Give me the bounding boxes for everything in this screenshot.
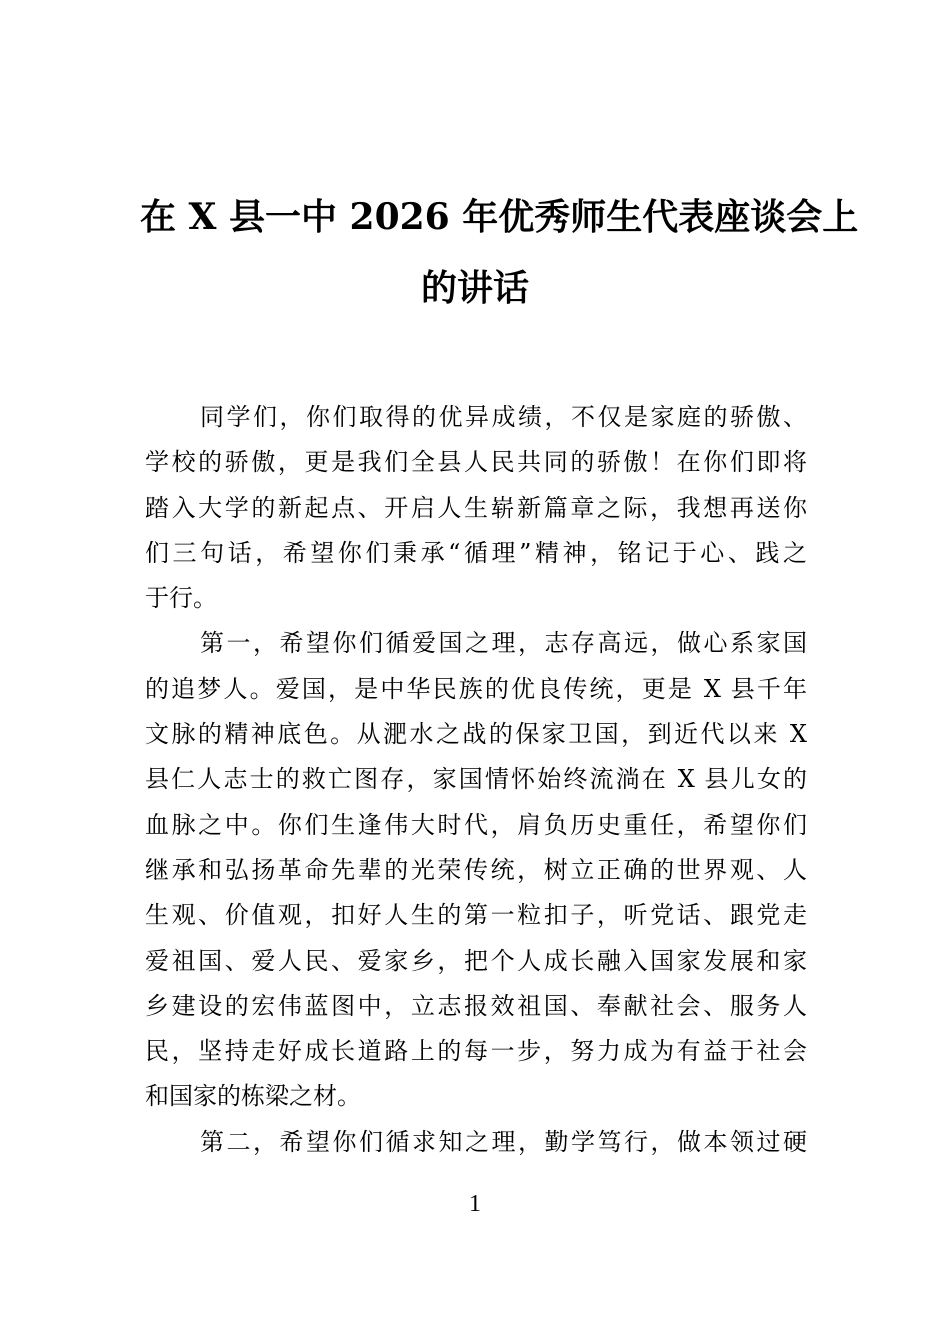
body-line: 文脉的精神底色。从淝水之战的保家卫国，到近代以来 X — [145, 720, 807, 749]
body-line: 继承和弘扬革命先辈的光荣传统，树立正确的世界观、人 — [145, 855, 807, 884]
body-line: 爱祖国、爱人民、爱家乡，把个人成长融入国家发展和家 — [145, 946, 807, 975]
body-line: 生观、价值观，扣好人生的第一粒扣子，听党话、跟党走 — [145, 901, 807, 930]
body-line: 民，坚持走好成长道路上的每一步，努力成为有益于社会 — [145, 1037, 807, 1066]
document-title-line-1: 在 X 县一中 2026 年优秀师生代表座谈会上 — [140, 196, 859, 238]
body-line: 学校的骄傲，更是我们全县人民共同的骄傲！在你们即将 — [145, 448, 807, 477]
document-body — [145, 400, 807, 1170]
page-number: 1 — [469, 1191, 481, 1217]
body-line: 于行。 — [145, 584, 217, 613]
document-title-line-2: 的讲话 — [420, 267, 529, 309]
body-line: 乡建设的宏伟蓝图中，立志报效祖国、奉献社会、服务人 — [145, 991, 807, 1020]
body-line: 同学们，你们取得的优异成绩，不仅是家庭的骄傲、 — [200, 403, 807, 431]
body-line: 踏入大学的新起点、开启人生崭新篇章之际，我想再送你 — [145, 493, 807, 522]
body-line: 和国家的栋梁之材。 — [145, 1082, 361, 1111]
body-line: 的追梦人。爱国，是中华民族的优良传统，更是 X 县千年 — [145, 674, 807, 703]
body-line: 第二，希望你们循求知之理，勤学笃行，做本领过硬 — [200, 1127, 807, 1156]
body-line: 第一，希望你们循爱国之理，志存高远，做心系家国 — [200, 629, 807, 658]
body-line: 血脉之中。你们生逢伟大时代，肩负历史重任，希望你们 — [145, 810, 807, 839]
body-line: 们三句话，希望你们秉承“循理”精神，铭记于心、践之 — [145, 538, 807, 567]
body-line: 县仁人志士的救亡图存，家国情怀始终流淌在 X 县儿女的 — [145, 765, 807, 794]
